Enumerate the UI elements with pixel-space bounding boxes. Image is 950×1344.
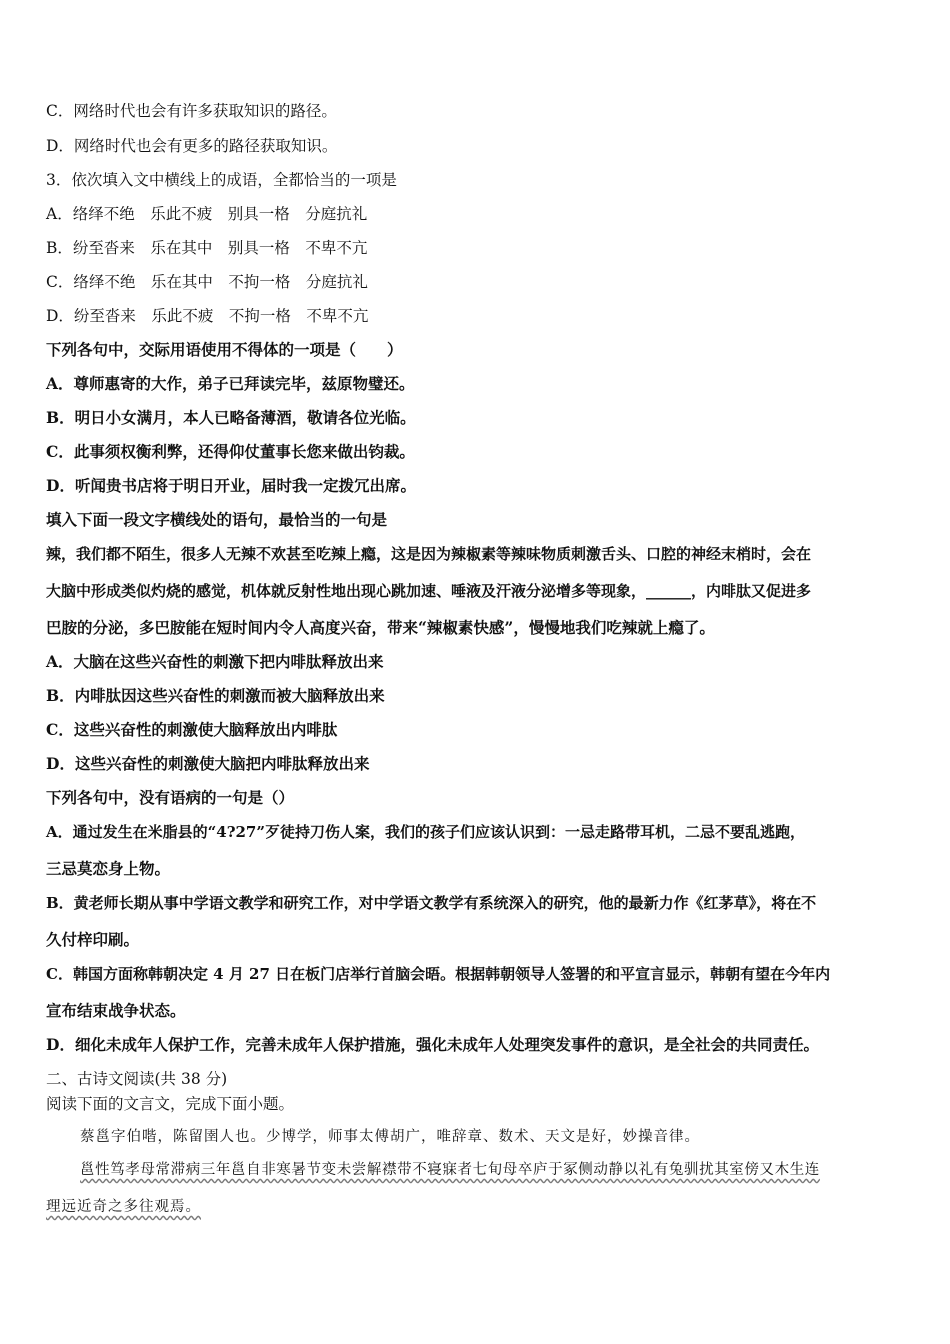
q2-option-c: C．网络时代也会有许多获取知识的路径。	[46, 102, 337, 120]
q5-option-c: C．这些兴奋性的刺激使大脑释放出内啡肽	[46, 720, 338, 739]
q3-stem: 3．依次填入文中横线上的成语，全都恰当的一项是	[46, 171, 397, 189]
q4-stem: 下列各句中，交际用语使用不得体的一项是（ ）	[46, 340, 403, 359]
q3-option-c: C．络绎不绝 乐在其中 不拘一格 分庭抗礼	[46, 273, 368, 291]
q5-option-a: A．大脑在这些兴奋性的刺激下把内啡肽释放出来	[46, 652, 384, 671]
q6-option-a-line-1: A．通过发生在米脂县的“4?27”歹徒持刀伤人案，我们的孩子们应该认识到：一忌走路带耳机，二忌不要乱逃跑，	[46, 823, 805, 841]
q4-option-b: B．明日小女满月，本人已略备薄酒，敬请各位光临。	[46, 408, 416, 427]
q2-option-d: D．网络时代也会有更多的路径获取知识。	[46, 137, 338, 155]
q4-option-c: C．此事须权衡利弊，还得仰仗董事长您来做出钧裁。	[46, 442, 415, 461]
q6-stem: 下列各句中，没有语病的一句是（）	[46, 788, 295, 807]
q6-option-c-line-1: C．韩国方面称韩朝决定 4 月 27 日在板门店举行首脑会晤。根据韩朝领导人签署的和平宣言显示，韩朝有望在今年内	[46, 965, 831, 983]
q5-passage-line-1: 辣，我们都不陌生，很多人无辣不欢甚至吃辣上瘾，这是因为辣椒素等辣味物质刺激舌头、口腔的神经末梢时，会在	[46, 545, 812, 563]
q4-option-a: A．尊师惠寄的大作，弟子已拜读完毕，兹原物璧还。	[46, 374, 415, 393]
q6-option-c-line-2: 宣布结束战争状态。	[46, 1001, 186, 1020]
section-two-instruction: 阅读下面的文言文，完成下面小题。	[46, 1095, 295, 1113]
q6-option-b-line-2: 久付梓印刷。	[46, 930, 140, 949]
q3-option-b: B．纷至沓来 乐在其中 别具一格 不卑不亢	[46, 239, 368, 257]
q6-option-d: D．细化未成年人保护工作，完善未成年人保护措施，强化未成年人处理突发事件的意识，是全社会的共同责任。	[46, 1035, 819, 1054]
q6-option-a-line-2: 三忌莫恋身上物。	[46, 859, 171, 878]
q5-passage-line-2: 大脑中形成类似灼烧的感觉，机体就反射性地出现心跳加速、唾液及汗液分泌增多等现象，______，内啡肽又促进多	[46, 582, 812, 600]
q5-passage-line-3: 巴胺的分泌，多巴胺能在短时间内令人高度兴奋，带来“辣椒素快感”，慢慢地我们吃辣就上瘾了。	[46, 618, 715, 637]
classical-passage-line-2: 邕性笃孝母常滞病三年邕自非寒暑节变未尝解襟带不寝寐者七旬母卒庐于冢侧动静以礼有兔驯扰其室傍又木生连	[80, 1162, 820, 1178]
q5-option-d: D．这些兴奋性的刺激使大脑把内啡肽释放出来	[46, 754, 370, 773]
q4-option-d: D．听闻贵书店将于明日开业，届时我一定拨冗出席。	[46, 476, 416, 495]
q5-stem: 填入下面一段文字横线处的语句，最恰当的一句是	[46, 510, 388, 529]
q5-option-b: B．内啡肽因这些兴奋性的刺激而被大脑释放出来	[46, 686, 385, 705]
q3-option-a: A．络绎不绝 乐此不疲 别具一格 分庭抗礼	[46, 205, 368, 223]
q3-option-d: D．纷至沓来 乐此不疲 不拘一格 不卑不亢	[46, 307, 369, 325]
classical-passage-line-1: 蔡邕字伯喈，陈留圉人也。少博学，师事太傅胡广，唯辞章、数术、天文是好，妙操音律。	[80, 1129, 700, 1145]
section-two-heading: 二、古诗文阅读(共 38 分)	[46, 1070, 228, 1088]
q6-option-b-line-1: B．黄老师长期从事中学语文教学和研究工作，对中学语文教学有系统深入的研究，他的最新力作《红茅草》，将在不	[46, 894, 817, 912]
classical-passage-line-3: 理远近奇之多往观焉。	[46, 1199, 201, 1215]
